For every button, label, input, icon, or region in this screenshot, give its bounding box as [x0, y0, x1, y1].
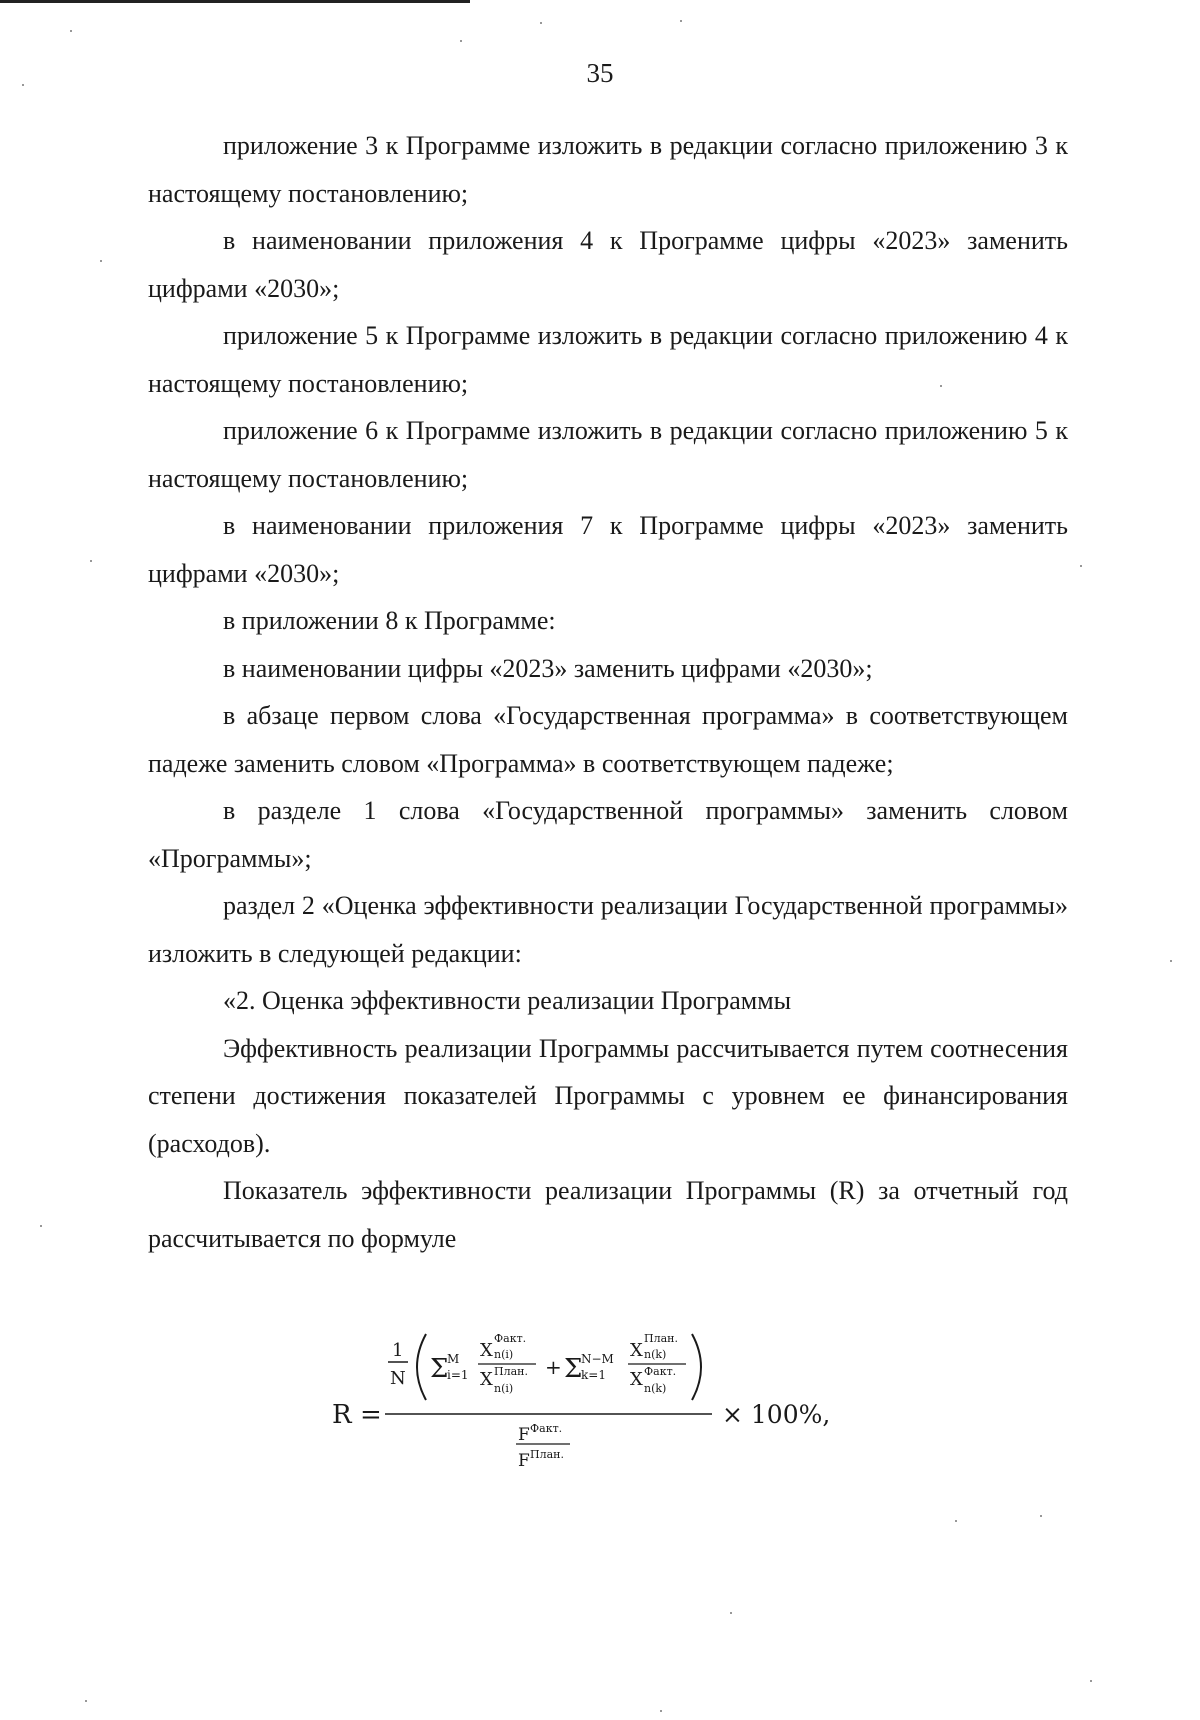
plan-sup-2: План. [644, 1332, 678, 1345]
paragraph: приложение 5 к Программе изложить в редакции согласно приложению 4 к настоящему постановлению; [148, 321, 1068, 398]
scan-speck [1090, 1680, 1092, 1682]
paragraph: в приложении 8 к Программе: [223, 606, 556, 635]
paragraph: в наименовании цифры «2023» заменить цифрами «2030»; [223, 653, 873, 683]
n-i-sub-1: n(i) [494, 1348, 514, 1361]
formula-plus: + [545, 1355, 562, 1379]
document-body [148, 122, 1068, 1262]
section-heading: «2. Оценка эффективности реализации Программы [223, 986, 792, 1015]
scan-speck [1040, 1515, 1042, 1517]
scan-speck [540, 22, 542, 24]
right-paren [692, 1334, 701, 1400]
paragraph: в наименовании приложения 7 к Программе цифры «2023» заменить цифрами «2030»; [148, 511, 1068, 588]
formula-n: N [390, 1368, 406, 1389]
formula-equals: = [360, 1400, 382, 1430]
sum-sign-1: Σ [430, 1354, 449, 1384]
sum1-upper: M [447, 1352, 460, 1366]
paragraph: Показатель эффективности реализации Программы (R) за отчетный год рассчитывается по формуле [148, 1176, 1068, 1253]
scan-speck [85, 1700, 87, 1702]
top-border-line [0, 0, 470, 3]
sum-sign-2: Σ [564, 1354, 583, 1384]
n-k-sub-1: n(k) [644, 1348, 667, 1361]
left-paren [417, 1334, 426, 1400]
plan-sup-1: План. [494, 1365, 528, 1378]
page-number: 35 [586, 58, 614, 88]
scan-speck [22, 84, 24, 86]
fact-sup-2: Факт. [644, 1365, 677, 1378]
efficiency-formula [330, 1322, 930, 1482]
scan-speck [70, 30, 72, 32]
formula-lhs: R [332, 1400, 352, 1430]
x-fact-i: X [480, 1340, 493, 1361]
fact-sup-1: Факт. [494, 1332, 527, 1345]
x-plan-i: X [480, 1369, 493, 1390]
scan-speck [90, 560, 92, 562]
paragraph: в разделе 1 слова «Государственной программы» заменить словом «Программы»; [148, 796, 1068, 873]
formula-one: 1 [392, 1340, 404, 1361]
paragraph: приложение 6 к Программе изложить в редакции согласно приложению 5 к настоящему постановлению; [148, 416, 1068, 493]
paragraph: раздел 2 «Оценка эффективности реализации Государственной программы» изложить в следующей редакции: [148, 891, 1068, 968]
paragraph: приложение 3 к Программе изложить в редакции согласно приложению 3 к настоящему постановлению; [148, 131, 1068, 208]
scan-speck [460, 40, 462, 42]
scan-speck [1080, 565, 1082, 567]
x-fact-k: X [630, 1369, 643, 1390]
n-i-sub-2: n(i) [494, 1382, 514, 1395]
f-plan-sup: План. [530, 1448, 564, 1461]
sum1-lower: i=1 [447, 1368, 469, 1382]
paragraph: в абзаце первом слова «Государственная программа» в соответствующем падеже заменить словом «Программа» в соответствующем падеже; [148, 701, 1068, 778]
n-k-sub-2: n(k) [644, 1382, 667, 1395]
scan-speck [1170, 960, 1172, 962]
f-plan: F [518, 1451, 530, 1471]
sum2-upper: N−M [581, 1352, 614, 1366]
scan-speck [730, 1612, 732, 1614]
scan-speck [660, 1710, 662, 1712]
x-plan-k: X [630, 1340, 643, 1361]
formula-tail: × 100%, [722, 1400, 831, 1429]
scan-speck [680, 20, 682, 22]
scan-speck [40, 1225, 42, 1227]
paragraph: Эффективность реализации Программы рассчитывается путем соотнесения степени достижения показателей Программы с уровнем ее финансирования (расходов). [148, 1033, 1068, 1158]
scan-speck [100, 260, 102, 262]
sum2-lower: k=1 [581, 1368, 606, 1382]
f-fact-sup: Факт. [530, 1422, 563, 1435]
scan-speck [940, 385, 942, 387]
scan-speck [955, 1520, 957, 1522]
f-fact: F [518, 1425, 530, 1445]
paragraph: в наименовании приложения 4 к Программе цифры «2023» заменить цифрами «2030»; [148, 226, 1068, 303]
